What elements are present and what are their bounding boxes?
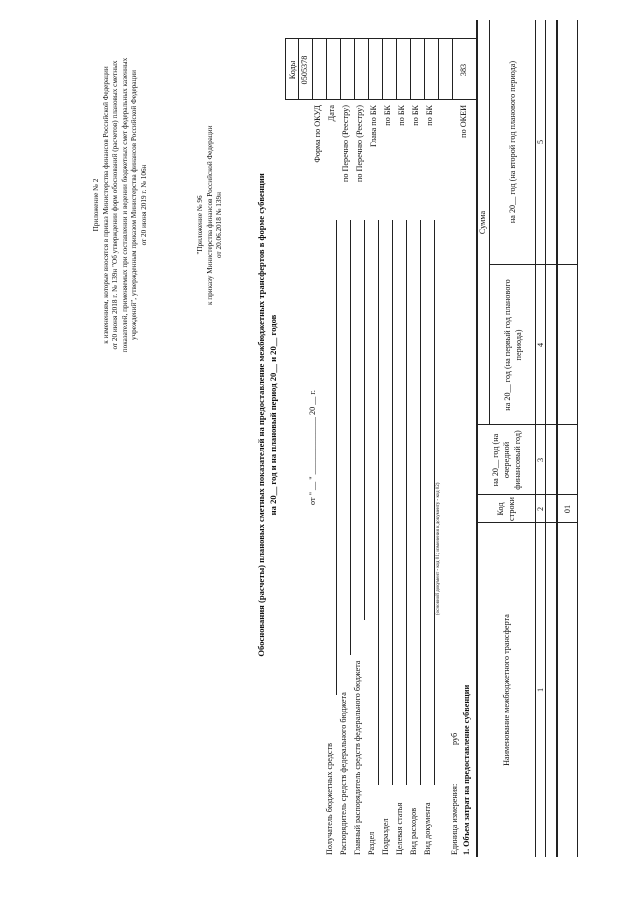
field-line-target-article: [406, 220, 407, 785]
column-number-4: 4: [536, 342, 545, 348]
codes-label-bk-4: по БК: [425, 105, 434, 126]
field-line-subsection: [392, 220, 393, 785]
codes-value-okud: 0505378: [300, 55, 309, 85]
field-line-recipient: [336, 220, 337, 695]
title-line-1: Обоснования (расчеты) плановых сметных показателей на предоставление межбюджетных трансфертов в форме субвенции: [256, 173, 266, 657]
field-line-distributor: [350, 220, 351, 655]
label-main-distributor: Главный распорядитель средств федерального бюджета: [353, 660, 362, 855]
header-year-1: на 20__ год (на первый год планового периода): [502, 279, 523, 411]
column-number-5: 5: [536, 139, 545, 145]
codes-label-bk-2: по БК: [397, 105, 406, 126]
codes-rule: [396, 38, 397, 100]
codes-label-registry-2: по Перечню (Реестру): [355, 105, 364, 183]
table-col-rule: [489, 264, 577, 265]
label-target-article: Целевая статья: [395, 802, 404, 855]
codes-label-bk-1: по БК: [383, 105, 392, 126]
row-code-01: 01: [562, 504, 572, 514]
label-document-type: Вид документа: [423, 802, 432, 855]
codes-rule: [368, 38, 369, 100]
unit-value: руб: [450, 732, 459, 745]
column-number-3: 3: [536, 457, 545, 463]
codes-rule: [340, 38, 341, 100]
codes-rule: [438, 38, 439, 100]
document-type-note: (основной документ - код 01; изменения к документу - код 02): [436, 482, 441, 615]
document-title: [255, 135, 279, 695]
codes-rule: [424, 38, 425, 100]
field-line-document-type: [434, 220, 435, 785]
annex2-line: Приложение № 2: [92, 178, 100, 232]
annex2-line: учреждений", утвержденным приказом Министерства финансов Российской Федерации: [130, 69, 139, 341]
column-number-2: 2: [536, 506, 545, 512]
title-line-2: на 20__ год и на плановый период 20__ и 20__ годов: [268, 314, 278, 516]
annex2-line: от 20 июня 2018 г. № 139н "Об утверждении форм обоснований (расчетов) плановых сметных: [111, 60, 120, 350]
codes-rule: [452, 38, 453, 100]
table-extra-rule: [577, 20, 578, 857]
table-numbers-bottom-rule: [545, 20, 546, 857]
header-year-2: на 20__ год (на второй год планового периода): [508, 60, 517, 224]
date-line: от " __ " ______________ 20 __ г.: [308, 390, 317, 505]
label-distributor: Распорядитель средств федерального бюджета: [339, 692, 348, 855]
codes-label-date: Дата: [327, 105, 336, 122]
codes-label-okei: по ОКЕИ: [459, 105, 468, 138]
annex2-line: показателей, применяемых при составлении и ведении бюджетных смет федеральных казенных: [120, 57, 129, 353]
label-subsection: Подраздел: [381, 818, 390, 855]
field-line-main-distributor: [364, 220, 365, 620]
label-section: Раздел: [367, 831, 376, 855]
header-row-code: Код строки: [496, 497, 516, 521]
column-number-1: 1: [536, 687, 545, 693]
codes-rule: [298, 38, 299, 100]
annex2-line: от 20 июня 2019 г. № 106н: [139, 164, 148, 246]
field-line-section: [378, 220, 379, 785]
header-sum: Сумма: [478, 210, 487, 235]
codes-label-bk-3: по БК: [411, 105, 420, 126]
annex2-line: к изменениям, которые вносятся в приказ Министерства финансов Российской Федерации: [101, 66, 110, 344]
header-year-0: на 20__ год (на очередной финансовый год): [490, 430, 522, 490]
codes-rule: [326, 38, 327, 100]
codes-value-okei: 383: [459, 63, 468, 77]
codes-rule: [312, 38, 313, 100]
table-row-bottom-rule: [556, 20, 558, 857]
unit-label: Единица измерения:: [450, 783, 459, 855]
label-recipient: Получатель бюджетных средств: [325, 742, 334, 855]
codes-label-okud: Форма по ОКУД: [313, 105, 322, 163]
section-1-title: 1. Объем затрат на предоставление субвенции: [462, 684, 471, 855]
annex96-line: "Приложение № 96: [196, 195, 204, 255]
codes-rule: [382, 38, 383, 100]
table-col-rule: [476, 522, 577, 523]
label-expense-type: Вид расходов: [409, 807, 418, 855]
codes-rule: [354, 38, 355, 100]
table-sum-rule: [489, 20, 490, 425]
field-line-expense-type: [420, 220, 421, 785]
header-transfer-name: Наименование межбюджетного трансферта: [501, 614, 511, 766]
annex96-line: к приказу Министерства финансов Российской Федерации: [205, 125, 214, 305]
codes-label-chapter: Глава по БК: [369, 105, 378, 147]
codes-box: [285, 38, 477, 100]
annex96-block: [196, 125, 225, 305]
annex96-line: от 20.06.2018 № 139н: [215, 192, 224, 258]
annex2-block: [92, 15, 150, 395]
codes-rule: [410, 38, 411, 100]
codes-header: Коды: [288, 60, 297, 80]
codes-label-registry-1: по Перечню (Реестру): [341, 105, 350, 183]
